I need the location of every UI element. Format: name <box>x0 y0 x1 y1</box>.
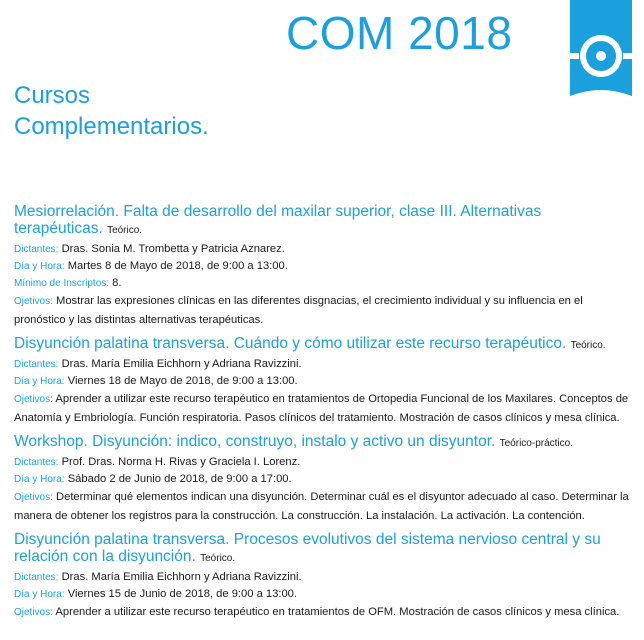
course-dia-hora <box>14 258 634 275</box>
course-type: Teórico. <box>200 553 236 564</box>
objetivos-label: Ojetivos: <box>14 296 53 307</box>
course-dictantes <box>14 356 634 373</box>
course-objetivos <box>14 292 634 329</box>
objetivos-value: Aprender a utilizar este recurso terapéutico en tratamientos de OFM. Mostración de casos clínicos y mesa clínica. <box>55 606 620 618</box>
dia-hora-value: Viernes 18 de Mayo de 2018, de 9:00 a 13:00. <box>67 375 298 387</box>
course-item <box>14 433 634 525</box>
target-logo-icon <box>570 0 632 96</box>
course-title <box>14 203 634 239</box>
dia-hora-label: Día y Hora: <box>14 261 65 272</box>
course-dictantes <box>14 454 634 471</box>
dictantes-value: Dras. Sonia M. Trombetta y Patricia Aznarez. <box>61 243 285 255</box>
objetivos-label: Ojetivos: <box>14 607 53 618</box>
course-dictantes <box>14 241 634 258</box>
course-title-text: Disyunción palatina transversa. Cuándo y cómo utilizar este recurso terapéutico. <box>14 335 567 352</box>
course-list <box>14 203 634 622</box>
dictantes-value: Dras. María Emilia Eichhorn y Adriana Ravizzini. <box>61 571 302 583</box>
section-title-line2: Complementarios. <box>14 113 209 140</box>
dia-hora-label: Día y Hora: <box>14 589 65 600</box>
course-type: Teórico-práctico. <box>499 438 573 449</box>
dictantes-label: Dictantes: <box>14 572 59 583</box>
dia-hora-label: Día y Hora: <box>14 376 65 387</box>
course-type: Teórico. <box>570 340 606 351</box>
course-title-text: Workshop. Disyunción: indico, construyo, instalo y activo un disyuntor. <box>14 433 496 450</box>
dictantes-value: Prof. Dras. Norma H. Rivas y Graciela I. Lorenz. <box>61 456 301 468</box>
course-dictantes <box>14 569 634 586</box>
course-dia-hora <box>14 373 634 390</box>
objetivos-value: Mostrar las expresiones clínicas en las diferentes disgnacias, el crecimiento individual y su influencia en el pronóstico y las distintas alternativas terapéuticas. <box>14 295 583 326</box>
course-type: Teórico. <box>107 225 143 236</box>
course-item <box>14 335 634 427</box>
minimo-label: Mínimo de Inscriptos: <box>14 278 110 289</box>
section-title <box>14 80 209 142</box>
section-title-line1: Cursos <box>14 82 91 109</box>
dictantes-label: Dictantes: <box>14 244 59 255</box>
course-title <box>14 433 634 452</box>
course-title-text: Disyunción palatina transversa. Procesos evolutivos del sistema nervioso central y su relación con la disyunción. <box>14 531 601 565</box>
dia-hora-value: Martes 8 de Mayo de 2018, de 9:00 a 13:00. <box>67 260 288 272</box>
objetivos-label: Ojetivos: <box>14 394 53 405</box>
course-title-text: Mesiorrelación. Falta de desarrollo del maxilar superior, clase III. Alternativas terapéuticas. <box>14 203 542 237</box>
dictantes-label: Dictantes: <box>14 359 59 370</box>
objetivos-value: Aprender a utilizar este recurso terapéutico en tratamientos de Ortopedia Funcional de los Maxilares. Conceptos de Anatomía y Embriología. Función respiratoria. Pasos clínicos del tratamiento. Mostración de casos clínicos y mesa clínica. <box>14 393 629 424</box>
course-item <box>14 203 634 329</box>
minimo-value: 8. <box>112 277 122 289</box>
course-item <box>14 531 634 622</box>
dia-hora-value: Sábado 2 de Junio de 2018, de 9:00 a 17:00. <box>67 473 292 485</box>
course-minimo <box>14 275 634 292</box>
brand-title: COM 2018 <box>286 7 513 59</box>
objetivos-label: Ojetivos: <box>14 492 53 503</box>
course-dia-hora <box>14 471 634 488</box>
course-objetivos <box>14 390 634 427</box>
dictantes-label: Dictantes: <box>14 457 59 468</box>
course-title <box>14 335 634 354</box>
course-dia-hora <box>14 586 634 603</box>
dia-hora-label: Día y Hora: <box>14 474 65 485</box>
dictantes-value: Dras. María Emilia Eichhorn y Adriana Ravizzini. <box>61 358 302 370</box>
objetivos-value: Determinar qué elementos indican una disyunción. Determinar cuál es el disyuntor adecuado al caso. Determinar la manera de obtener los registros para la construcción. La construcción. La instalación. La activación. La contención. <box>14 491 629 522</box>
dia-hora-value: Viernes 15 de Junio de 2018, de 9:00 a 13:00. <box>67 588 298 600</box>
course-title <box>14 531 634 567</box>
course-objetivos <box>14 488 634 525</box>
course-objetivos <box>14 603 634 622</box>
